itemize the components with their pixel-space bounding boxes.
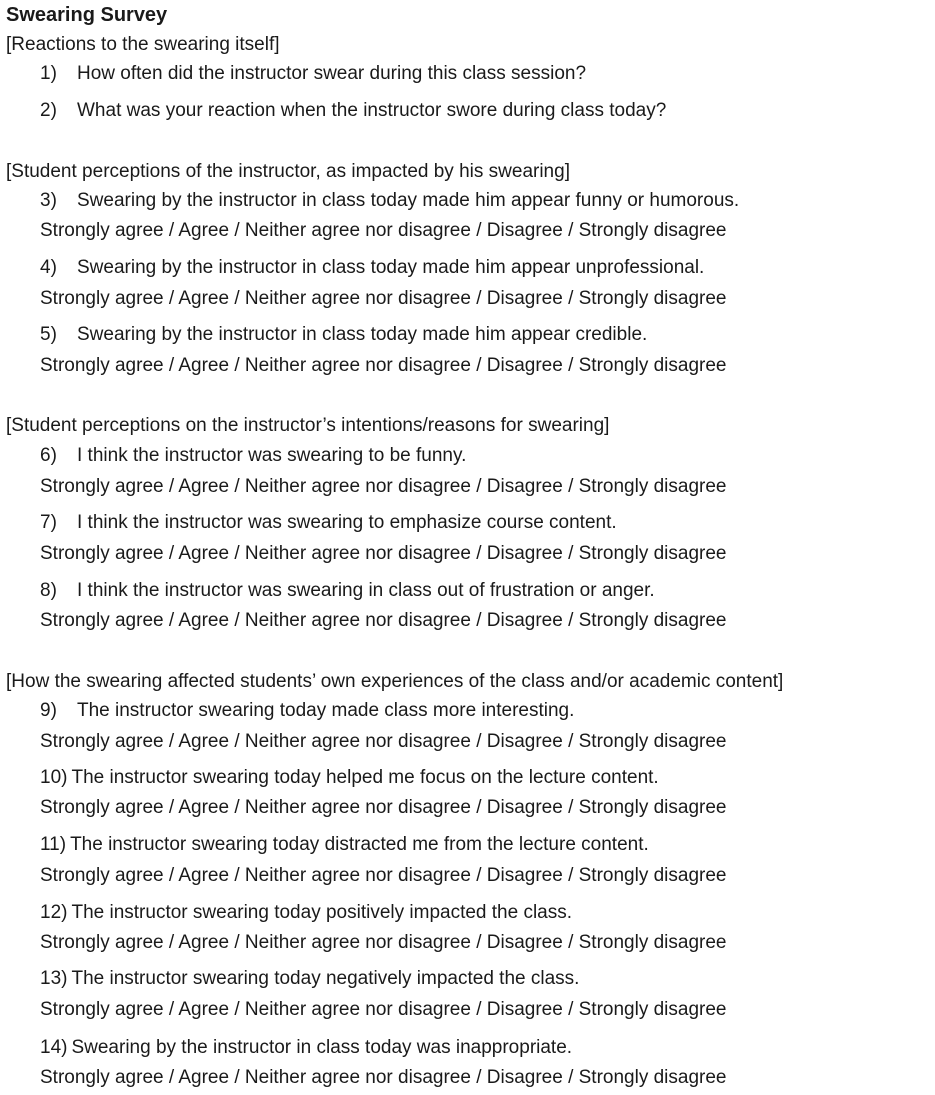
question-number: 1) [40, 63, 57, 84]
question-item [40, 1036, 572, 1060]
question-text: I think the instructor was swearing to be funny. [77, 445, 467, 466]
survey-title: Swearing Survey [6, 4, 168, 26]
question-text: I think the instructor was swearing in class out of frustration or anger. [77, 580, 655, 601]
question-number: 5) [40, 324, 57, 345]
section-heading: [Student perceptions of the instructor, as impacted by his swearing] [6, 161, 570, 182]
response-scale: Strongly agree / Agree / Neither agree nor disagree / Disagree / Strongly disagree [40, 543, 727, 564]
response-scale: Strongly agree / Agree / Neither agree nor disagree / Disagree / Strongly disagree [40, 476, 727, 497]
response-scale: Strongly agree / Agree / Neither agree nor disagree / Disagree / Strongly disagree [40, 610, 727, 631]
question-number: 10) [40, 767, 68, 788]
response-scale: Strongly agree / Agree / Neither agree nor disagree / Disagree / Strongly disagree [40, 288, 727, 309]
question-item [40, 323, 647, 347]
question-text: Swearing by the instructor in class today made him appear credible. [77, 324, 648, 345]
question-item [40, 256, 704, 280]
response-scale: Strongly agree / Agree / Neither agree nor disagree / Disagree / Strongly disagree [40, 932, 727, 953]
response-scale: Strongly agree / Agree / Neither agree nor disagree / Disagree / Strongly disagree [40, 1067, 727, 1088]
question-item [40, 833, 649, 857]
question-number: 7) [40, 512, 57, 533]
question-item [40, 967, 579, 991]
question-item [40, 62, 586, 86]
question-item [40, 511, 617, 535]
question-text: What was your reaction when the instructor swore during class today? [77, 100, 667, 121]
question-text: The instructor swearing today positively impacted the class. [71, 902, 573, 923]
question-number: 13) [40, 968, 68, 989]
question-text: The instructor swearing today distracted me from the lecture content. [70, 834, 649, 855]
response-scale: Strongly agree / Agree / Neither agree nor disagree / Disagree / Strongly disagree [40, 731, 727, 752]
question-item [40, 444, 466, 468]
section-heading: [Student perceptions on the instructor’s intentions/reasons for swearing] [6, 415, 610, 436]
section-heading: [How the swearing affected students’ own experiences of the class and/or academic content] [6, 671, 784, 692]
question-number: 6) [40, 445, 57, 466]
response-scale: Strongly agree / Agree / Neither agree nor disagree / Disagree / Strongly disagree [40, 999, 727, 1020]
question-text: The instructor swearing today helped me focus on the lecture content. [71, 767, 659, 788]
question-text: Swearing by the instructor in class today made him appear unprofessional. [77, 257, 705, 278]
response-scale: Strongly agree / Agree / Neither agree nor disagree / Disagree / Strongly disagree [40, 865, 727, 886]
question-number: 8) [40, 580, 57, 601]
question-text: Swearing by the instructor in class today made him appear funny or humorous. [77, 190, 740, 211]
question-item [40, 189, 739, 213]
question-number: 12) [40, 902, 68, 923]
question-text: Swearing by the instructor in class today was inappropriate. [71, 1037, 573, 1058]
question-number: 11) [40, 834, 67, 855]
question-number: 2) [40, 100, 57, 121]
response-scale: Strongly agree / Agree / Neither agree nor disagree / Disagree / Strongly disagree [40, 220, 727, 241]
question-text: The instructor swearing today negatively impacted the class. [71, 968, 580, 989]
question-number: 3) [40, 190, 57, 211]
question-number: 4) [40, 257, 57, 278]
question-item [40, 766, 659, 790]
question-number: 9) [40, 700, 57, 721]
question-item [40, 99, 666, 123]
question-number: 14) [40, 1037, 68, 1058]
response-scale: Strongly agree / Agree / Neither agree nor disagree / Disagree / Strongly disagree [40, 355, 727, 376]
question-item [40, 901, 572, 925]
question-text: I think the instructor was swearing to emphasize course content. [77, 512, 617, 533]
response-scale: Strongly agree / Agree / Neither agree nor disagree / Disagree / Strongly disagree [40, 797, 727, 818]
question-text: The instructor swearing today made class more interesting. [77, 700, 575, 721]
question-item [40, 699, 574, 723]
question-item [40, 579, 655, 603]
question-text: How often did the instructor swear during this class session? [77, 63, 587, 84]
section-heading: [Reactions to the swearing itself] [6, 34, 280, 55]
